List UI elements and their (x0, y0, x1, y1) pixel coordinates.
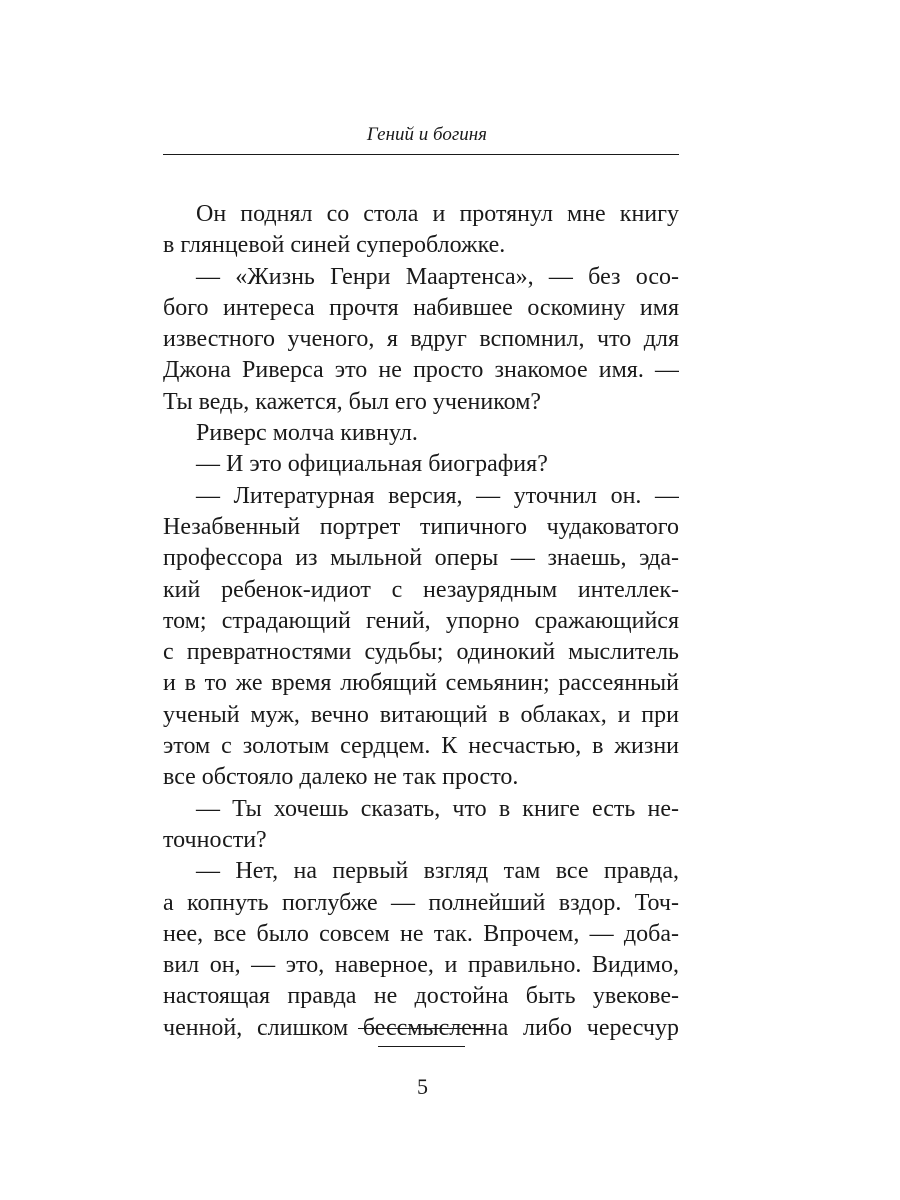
footer-rule-top (358, 1028, 485, 1029)
footer-rule-bottom (378, 1046, 465, 1047)
page-number: 5 (417, 1074, 428, 1099)
text-line: — Литературная версия, — уточнил он. — (196, 482, 679, 509)
running-head: Гений и богиня (366, 124, 487, 145)
text-line: — Нет, на первый взгляд там все правда, (196, 858, 679, 885)
text-line: — Ты хочешь сказать, что в книге есть не- (196, 795, 679, 822)
text-line: настоящая правда не достойна быть увекове- (163, 983, 679, 1010)
text-line: в глянцевой синей суперобложке. (163, 232, 506, 259)
text-line: — «Жизнь Генри Маартенса», — без осо- (196, 263, 679, 290)
text-line: точности? (163, 826, 267, 853)
text-line: и в то же время любящий семьянин; рассеянный (163, 670, 679, 697)
text-line: Он поднял со стола и протянул мне книгу (196, 201, 679, 227)
text-line: ченной, слишком бессмысленна либо чересчур (163, 1014, 679, 1041)
text-line: Джона Риверса это не просто знакомое имя. — (163, 357, 679, 384)
text-line: профессора из мыльной оперы — знаешь, эда- (163, 545, 679, 572)
text-line: нее, все было совсем не так. Впрочем, — доба- (163, 920, 679, 947)
body-text (163, 199, 679, 1044)
text-line: Риверс молча кивнул. (196, 420, 418, 447)
header-rule (163, 154, 679, 155)
text-line: — И это официальная биография? (196, 451, 548, 478)
text-line: а копнуть поглубже — полнейший вздор. Точ- (163, 889, 679, 916)
text-line: бого интереса прочтя набившее оскомину имя (163, 294, 679, 321)
text-line: кий ребенок-идиот с незаурядным интеллек- (163, 576, 679, 603)
text-line: ученый муж, вечно витающий в облаках, и при (163, 701, 679, 728)
text-line: все обстояло далеко не так просто. (163, 764, 519, 791)
text-line: том; страдающий гений, упорно сражающийся (163, 607, 679, 634)
text-line: известного ученого, я вдруг вспомнил, что для (163, 326, 679, 353)
text-line: Незабвенный портрет типичного чудаковатого (163, 513, 679, 540)
text-line: этом с золотым сердцем. К несчастью, в жизни (163, 733, 679, 760)
text-line: с превратностями судьбы; одинокий мыслитель (163, 639, 679, 666)
text-line: Ты ведь, кажется, был его учеником? (163, 388, 542, 415)
text-line: вил он, — это, наверное, и правильно. Видимо, (163, 952, 679, 979)
